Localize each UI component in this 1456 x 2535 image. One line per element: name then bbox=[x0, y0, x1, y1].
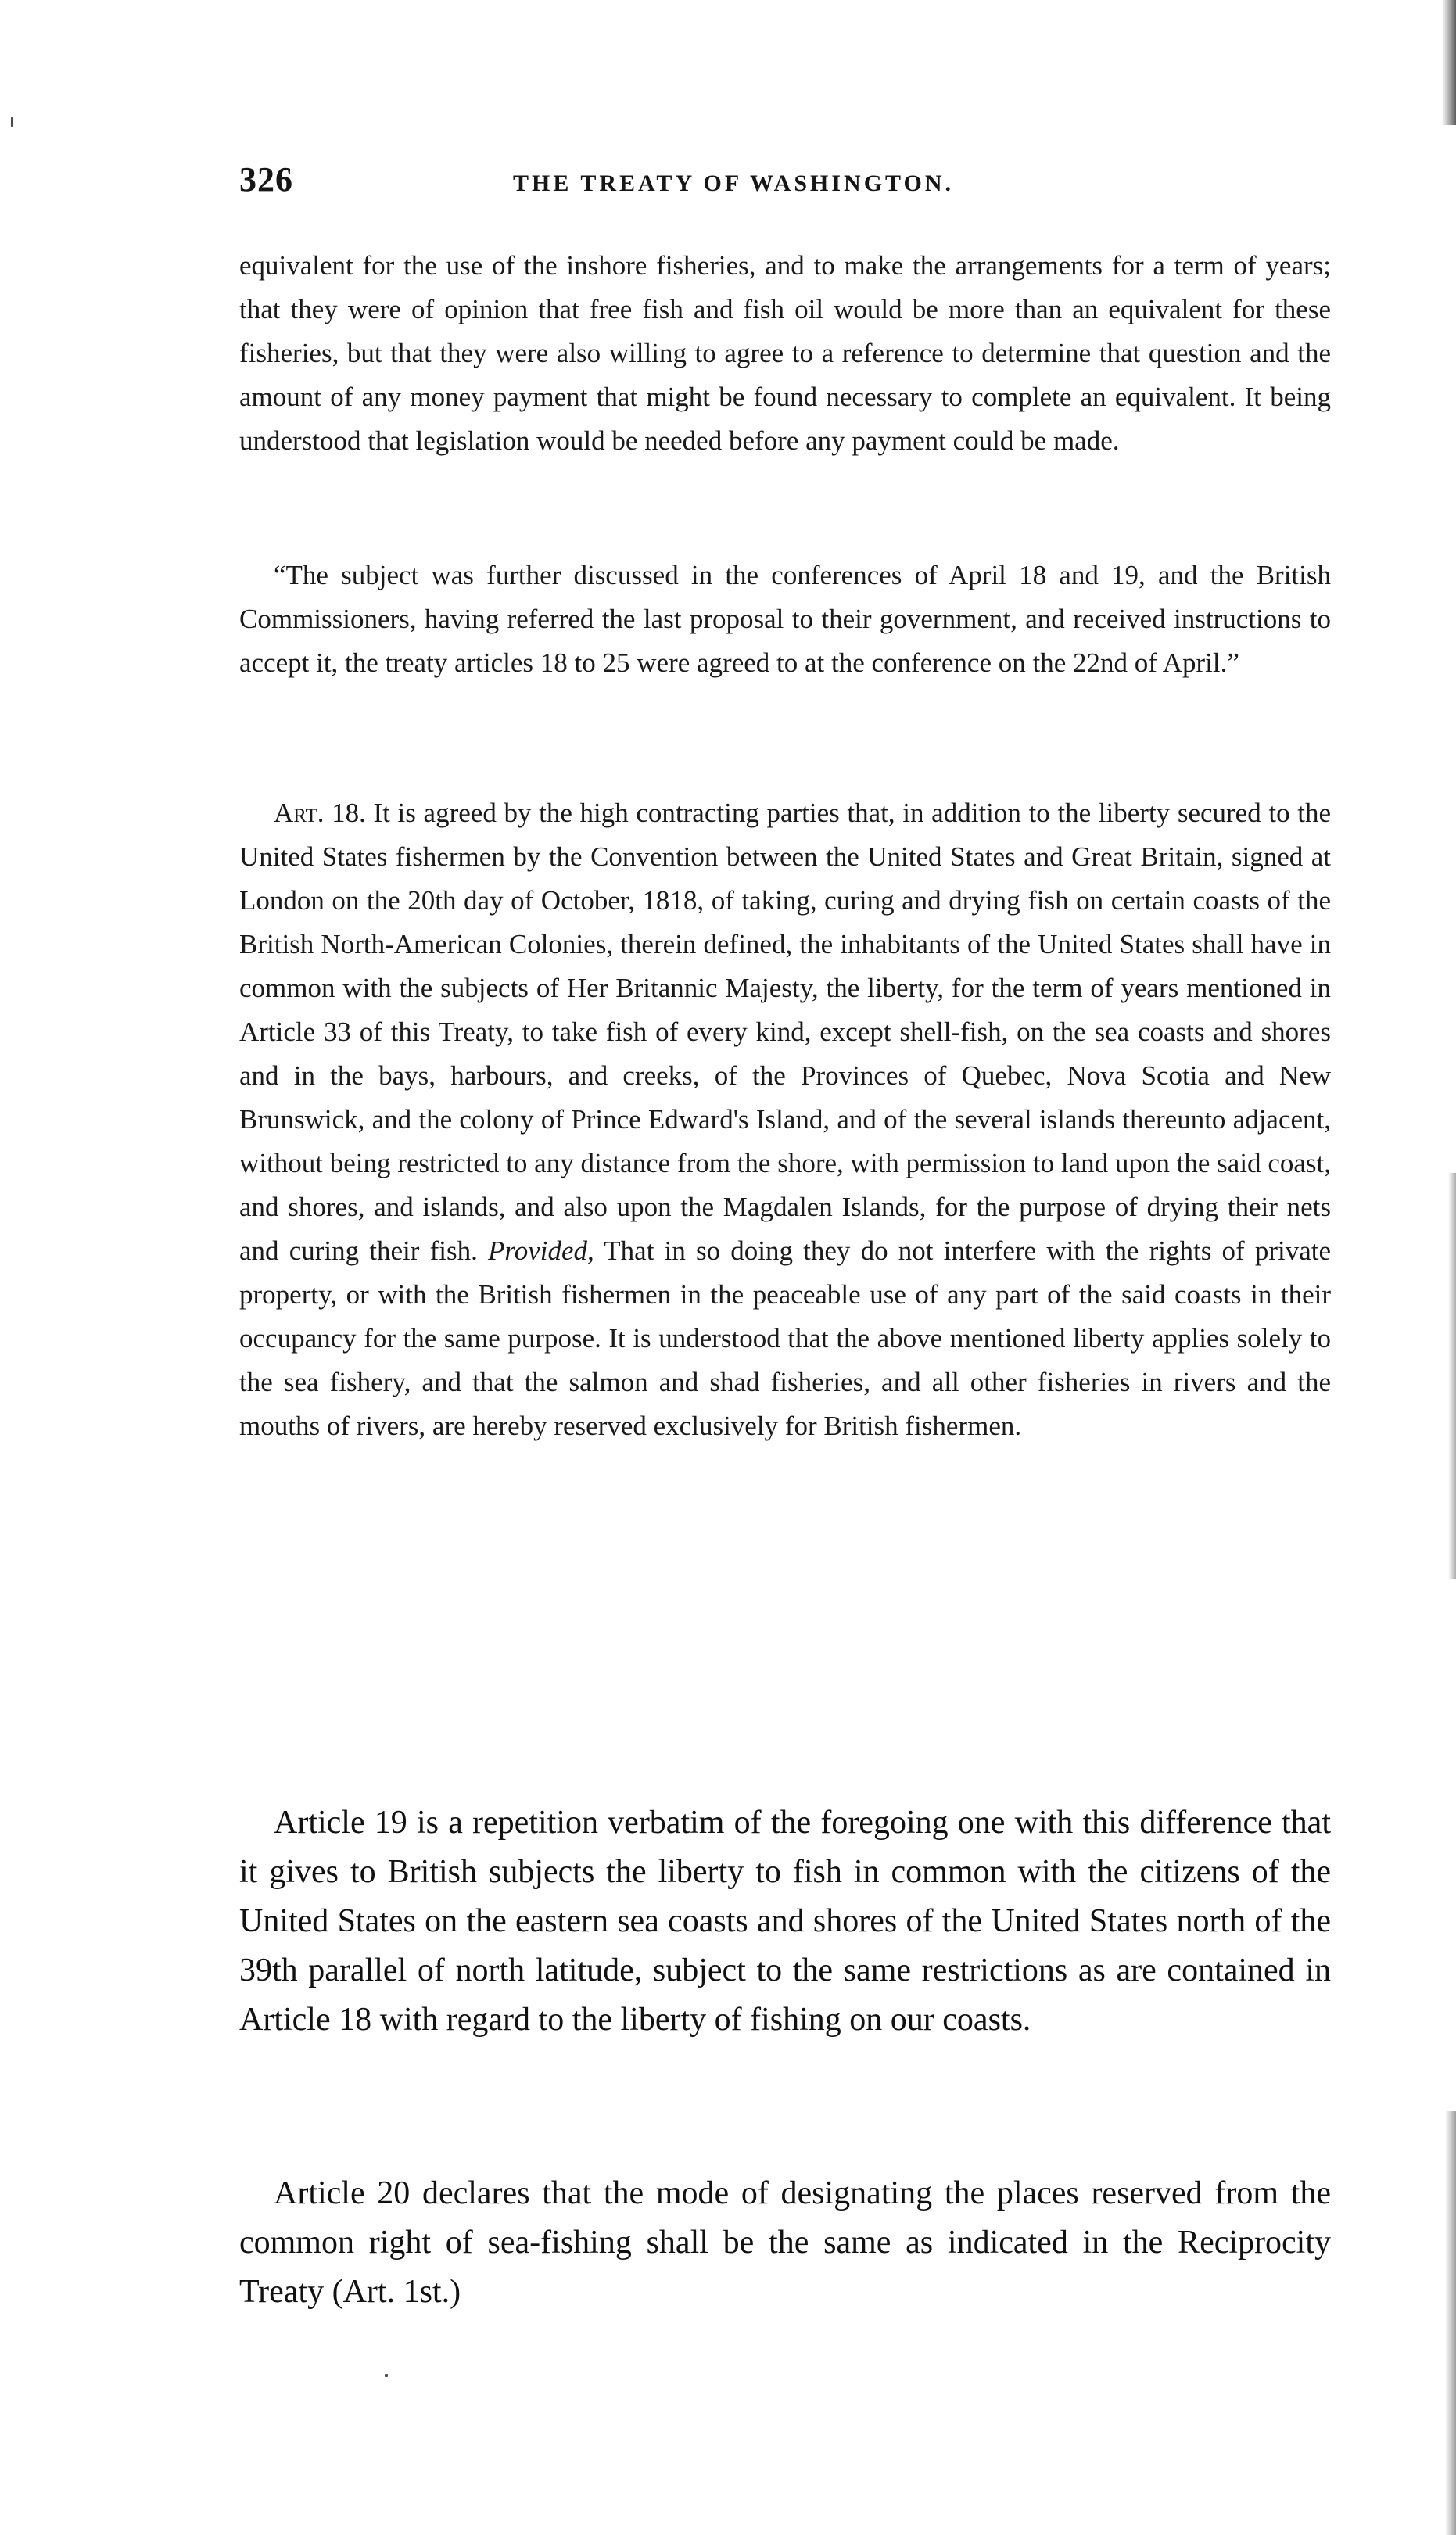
paragraph-article-20: Article 20 declares that the mode of designating the places reserved from the common right of sea-fishing shall be the same as indicated in the Reciprocity Treaty (Art. 1st.) bbox=[239, 2175, 1331, 2310]
running-head: THE TREATY OF WASHINGTON. bbox=[513, 170, 955, 196]
paragraph-article-19: Article 19 is a repetition verbatim of the foregoing one with this difference that it gives to British subjects the liberty to fish in common with the citizens of the United States on the eastern sea coasts and shores of the United States north of the 39th parallel of north latitude, subject to the same restrictions as are contained in Article 18 with regard to the liberty of fishing on our coasts. bbox=[239, 1805, 1331, 2038]
paragraph-quotation: “The subject was further discussed in the conferences of April 18 and 19, and the British Commissioners, having referred the last proposal to their government, and received instructions to accept it, the treaty articles 18 to 25 were agreed to at the conference on the 22nd of April.” bbox=[239, 560, 1331, 678]
paragraph-article-18 bbox=[239, 791, 1331, 1448]
paragraph-equivalent: equivalent for the use of the inshore fisheries, and to make the arrangements for a term of years; that they were of opinion that free fish and fish oil would be more than an equivalent for these fisheries, but that they were also willing to agree to a reference to determine that question and the amount of any money payment that might be found necessary to complete an equivalent. It being understood that legislation would be needed before any payment could be made. bbox=[239, 250, 1331, 456]
article-label: Art. 18. bbox=[274, 798, 366, 828]
margin-speck bbox=[11, 117, 13, 127]
margin-speck bbox=[385, 2374, 388, 2377]
provided-italic: Provided, bbox=[488, 1235, 594, 1266]
article-18-text-continued: That in so doing they do not interfere with the rights of private property, or with the British fishermen in the peaceable use of any part of the said coasts in their occupancy for the same purpose. It is understood that the above mentioned liberty applies solely to the sea fishery, and that the salmon and shad fisheries, and all other fisheries in rivers and the mouths of rivers, are hereby reserved exclusively for British fishermen. bbox=[239, 1235, 1332, 1441]
page-edge-shadow bbox=[1442, 0, 1456, 125]
article-18-text: It is agreed by the high contracting parties that, in addition to the liberty secured to the United States fishermen by the Convention between the United States and Great Britain, signed at London on the 20th day of October, 1818, of taking, curing and drying fish on certain coasts of the British North-American Colonies, therein defined, the inhabitants of the United States shall have in common with the subjects of Her Britannic Majesty, the liberty, for the term of years mentioned in Article 33 of this Treaty, to take fish of every kind, except shell-fish, on the sea coasts and shores and in the bays, harbours, and creeks, of the Provinces of Quebec, Nova Scotia and New Brunswick, and the colony of Prince Edward's Island, and of the several islands thereunto adjacent, without being restricted to any distance from the shore, with permission to land upon the said coast, and shores, and islands, and also upon the Magdalen Islands, for the purpose of drying their nets and curing their fish. bbox=[239, 798, 1331, 1266]
page-number: 326 bbox=[239, 160, 293, 199]
page-edge-shadow bbox=[1448, 1173, 1456, 1579]
page-header bbox=[239, 153, 1332, 208]
page-edge-shadow bbox=[1445, 2111, 1456, 2535]
